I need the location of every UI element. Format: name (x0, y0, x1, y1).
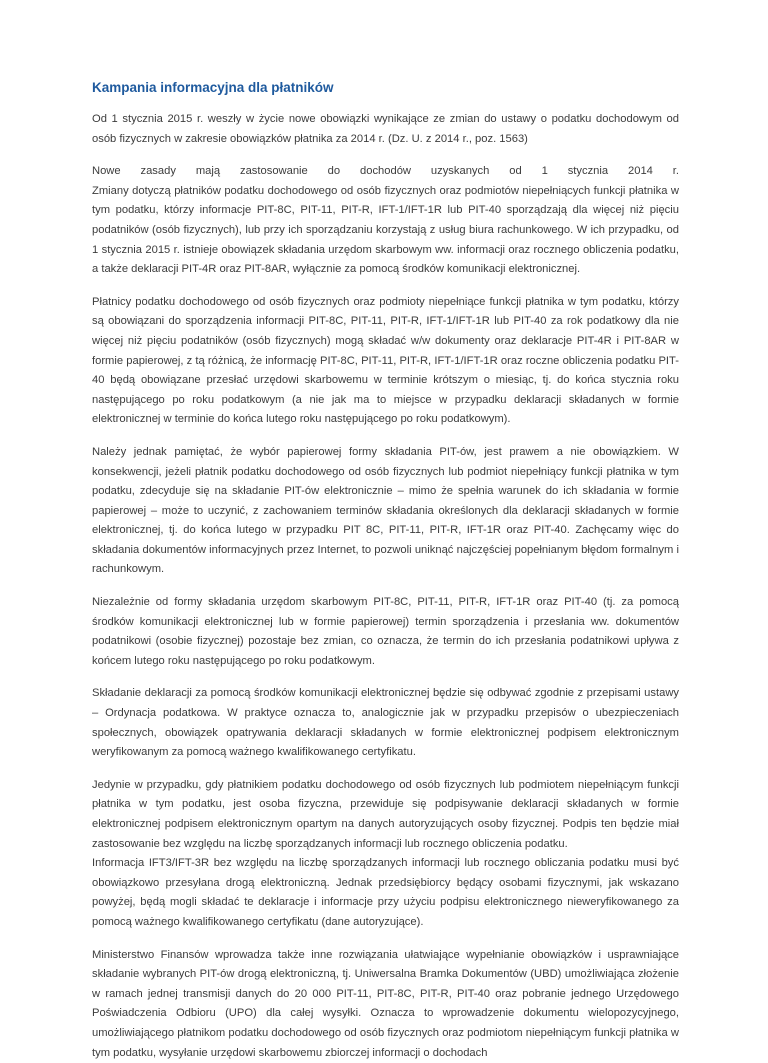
paragraph-4: Niezależnie od formy składania urzędom skarbowym PIT-8C, PIT-11, PIT-R, IFT-1R oraz PIT-40 (tj. za pomocą środków komunikacji elektronicznej lub w formie papierowej) termin sporządzenia i przesłania ww. dokumentów podatnikowi (osobie fizycznej) pozostaje bez zmian, co oznacza, że termin do ich przesłania podatnikowi upływa z końcem lutego roku następującego po roku podatkowym. (92, 596, 679, 667)
paragraph-1-lead: Nowe zasady mają zastosowanie do dochodów uzyskanych od 1 stycznia 2014 r. (92, 165, 679, 178)
paragraph-6-part-b: Informacja IFT3/IFT-3R bez względu na liczbę sporządzanych informacji lub rocznego obliczania podatku musi być obowiązkowo przesyłana drogą elektroniczną. Jednak przedsiębiorcy będący osobami fizycznymi, jak wskazano powyżej, będą mogli składać te deklaracje i informacje przy użyciu podpisu elektronicznego nieweryfikowanego za pomocą ważnego kwalifikowanego certyfikatu (dane autoryzujące). (92, 857, 679, 928)
paragraph-5: Składanie deklaracji za pomocą środków komunikacji elektronicznej będzie się odbywać zgodnie z przepisami ustawy – Ordynacja podatkowa. W praktyce oznacza to, analogicznie jak w przypadku przepisów o ubezpieczeniach społecznych, obowiązek opatrywania deklaracji składanych w formie elektronicznej podpisem elektronicznym weryfikowanym za pomocą ważnego kwalifikowanego certyfikatu. (92, 687, 679, 759)
document-title: Kampania informacyjna dla płatników (92, 80, 334, 95)
paragraph-intro: Od 1 stycznia 2015 r. weszły w życie nowe obowiązki wynikające ze zmian do ustawy o podatku dochodowym od osób fizycznych w zakresie obowiązków płatnika za 2014 r. (Dz. U. z 2014 r., poz. 1563) (92, 113, 679, 145)
paragraph-6 (92, 776, 679, 933)
paragraph-3: Należy jednak pamiętać, że wybór papierowej formy składania PIT-ów, jest prawem a nie obowiązkiem. W konsekwencji, jeżeli płatnik podatku dochodowego od osób fizycznych lub podmiot niepełniący funkcji płatnika w tym podatku, zdecyduje się na składanie PIT-ów elektronicznie – mimo że spełnia warunek do ich składania w formie papierowej – może to uczynić, z zachowaniem terminów składania określonych dla deklaracji składanych w formie elektronicznej, tj. do końca lutego w przypadku PIT 8C, PIT-11, PIT-R, IFT-1R oraz PIT-40. Zachęcamy więc do składania dokumentów informacyjnych przez Internet, to pozwoli uniknąć najczęściej popełnianym błędom formalnym i rachunkowym. (92, 445, 679, 576)
paragraph-6-part-a: Jedynie w przypadku, gdy płatnikiem podatku dochodowego od osób fizycznych lub podmiotem niepełniącym funkcji płatnika w tym podatku, jest osoba fizyczna, przewiduje się podpisywanie deklaracji składanych w formie elektronicznej podpisem elektronicznym opartym na danych autoryzujących osoby fizycznej. Podpis ten będzie miał zastosowanie bez względu na liczbę sporządzanych informacji lub rocznego obliczenia podatku. (92, 778, 679, 850)
paragraph-2: Płatnicy podatku dochodowego od osób fizycznych oraz podmioty niepełniące funkcji płatnika w tym podatku, którzy są obowiązani do sporządzenia informacji PIT-8C, PIT-11, PIT-R, IFT-1/IFT-1R lub PIT-40 za rok podatkowy dla nie więcej niż pięciu podatników (osób fizycznych) mogą składać w/w dokumenty oraz deklaracje PIT-4R i PIT-8AR w formie papierowej, z tą różnicą, że informację PIT-8C, PIT-11, PIT-R, IFT-1/IFT-1R oraz roczne obliczenia podatku PIT-40 będą obowiązane przesłać urzędowi skarbowemu w terminie krótszym o miesiąc, tj. do końca stycznia roku następującego po roku podatkowym (a nie jak ma to miejsce w przypadku deklaracji składanych w formie elektronicznej w terminie do końca lutego roku następującego po roku podatkowym). (92, 295, 679, 426)
paragraph-7: Ministerstwo Finansów wprowadza także inne rozwiązania ułatwiające wypełnianie obowiązków i usprawniające składanie wybranych PIT-ów drogą elektroniczną, tj. Uniwersalna Bramka Dokumentów (UBD) umożliwiająca złożenie w ramach jednej transmisji danych do 20 000 PIT-11, PIT-8C, PIT-R, PIT-40 oraz pobranie jednego Urzędowego Poświadczenia Odbioru (UPO) dla całej wysyłki. Oznacza to wprowadzenie dokumentu wielopozycyjnego, umożliwiającego płatnikom podatku dochodowego od osób fizycznych oraz podmiotom niepełniącym funkcji płatnika w tym podatku, wysyłanie urzędowi skarbowemu zbiorczej informacji o dochodach (92, 948, 679, 1059)
paragraph-1-body: Zmiany dotyczą płatników podatku dochodowego od osób fizycznych oraz podmiotów niepełniących funkcji płatnika w tym podatku, którzy informacje PIT-8C, PIT-11, PIT-R, IFT-1/IFT-1R lub PIT-40 sporządzają dla więcej niż pięciu podatników (osób fizycznych), lub przy ich sporządzaniu korzystają z usług biura rachunkowego. W ich przypadku, od 1 stycznia 2015 r. istnieje obowiązek składania urzędom skarbowym ww. informacji oraz rocznego obliczenia podatku, a także deklaracji PIT-4R oraz PIT-8AR, wyłącznie za pomocą środków komunikacji elektronicznej. (92, 184, 679, 276)
paragraph-1 (92, 162, 679, 280)
